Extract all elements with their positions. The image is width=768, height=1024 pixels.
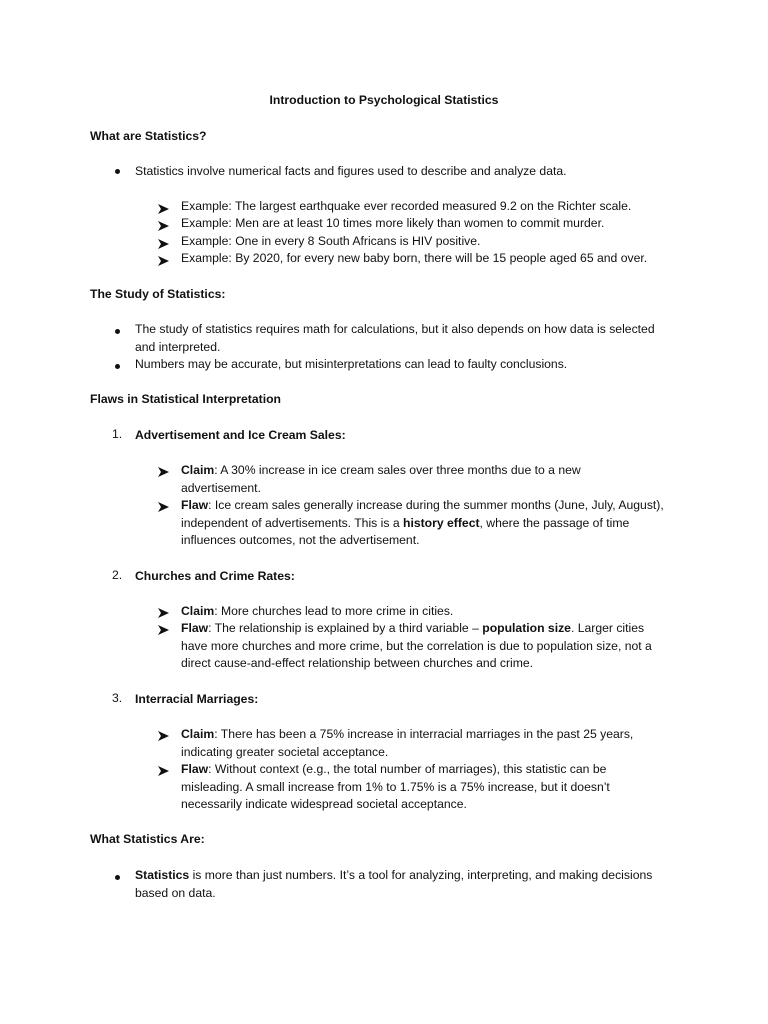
claim-text — [181, 462, 681, 497]
statistics-are-text — [135, 867, 680, 902]
arrow-bullet-icon — [158, 255, 172, 269]
bullet-icon — [115, 360, 127, 374]
statistics-definition: Statistics involve numerical facts and figures used to describe and analyze data. — [135, 164, 567, 178]
flaw-text — [181, 620, 681, 673]
statistics-are-line: based on data. — [135, 885, 216, 900]
list-number: 3. — [112, 691, 123, 705]
arrow-bullet-icon — [158, 730, 172, 744]
claim-label: Claim — [181, 604, 215, 618]
heading-what-are-statistics: What are Statistics? — [90, 129, 207, 143]
heading-study-of-statistics: The Study of Statistics: — [90, 287, 226, 301]
flaw-line: : Without context (e.g., the total number of marriages), this statistic can be — [208, 762, 607, 776]
arrow-bullet-icon — [158, 220, 172, 234]
heading-flaws: Flaws in Statistical Interpretation — [90, 392, 281, 406]
flaw-line: direct cause-and-effect relationship between churches and crime. — [181, 656, 534, 670]
claim-line: : A 30% increase in ice cream sales over three months due to a new — [214, 463, 581, 477]
statistics-are-line: is more than just numbers. It’s a tool for analyzing, interpreting, and making decisions — [189, 868, 653, 882]
flaw-label: Flaw — [181, 498, 209, 512]
example-item: Example: One in every 8 South Africans is HIV positive. — [181, 234, 481, 248]
example-item: Example: The largest earthquake ever recorded measured 9.2 on the Richter scale. — [181, 199, 632, 213]
claim-label: Claim — [181, 727, 215, 741]
study-bullet-text — [135, 321, 680, 356]
flaw-line: : Ice cream sales generally increase during the summer months (June, July, August), — [208, 498, 664, 512]
flaw-emphasis: population size — [482, 621, 571, 635]
arrow-bullet-icon — [158, 238, 172, 252]
claim-line: : There has been a 75% increase in interracial marriages in the past 25 years, — [214, 727, 634, 741]
claim-label: Claim — [181, 463, 215, 477]
example-item: Example: By 2020, for every new baby born, there will be 15 people aged 65 and over. — [181, 251, 648, 265]
statistics-emphasis: Statistics — [135, 868, 190, 882]
flaw-text — [181, 761, 681, 814]
bullet-icon — [115, 325, 127, 339]
document-title: Introduction to Psychological Statistics — [269, 93, 499, 107]
flaw-line: , where the passage of time — [479, 515, 630, 530]
item-title: Advertisement and Ice Cream Sales: — [135, 428, 346, 442]
arrow-bullet-icon — [158, 607, 172, 621]
study-bullet-line: and interpreted. — [135, 339, 221, 354]
arrow-bullet-icon — [158, 466, 172, 480]
claim-line: : More churches lead to more crime in cities. — [214, 604, 454, 618]
flaw-label: Flaw — [181, 621, 209, 635]
arrow-bullet-icon — [158, 765, 172, 779]
study-bullet-line: The study of statistics requires math for calculations, but it also depends on how data is selected — [135, 322, 655, 336]
claim-text — [181, 603, 681, 621]
claim-text — [181, 726, 681, 761]
flaw-line: influences outcomes, not the advertisement. — [181, 533, 420, 547]
flaw-line: necessarily indicate widespread societal acceptance. — [181, 797, 467, 811]
flaw-label: Flaw — [181, 762, 209, 776]
flaw-emphasis: history effect — [403, 515, 480, 530]
list-number: 1. — [112, 427, 123, 441]
flaw-line: have more churches and more crime, but the correlation is due to population size, not a — [181, 638, 652, 653]
flaw-line: misleading. A small increase from 1% to 1.75% is a 75% increase, but it doesn’t — [181, 779, 610, 794]
bullet-icon — [115, 871, 127, 885]
heading-what-statistics-are: What Statistics Are: — [90, 832, 205, 846]
item-title: Churches and Crime Rates: — [135, 569, 295, 583]
list-number: 2. — [112, 568, 123, 582]
flaw-line: independent of advertisements. This is a — [181, 515, 403, 530]
claim-line: indicating greater societal acceptance. — [181, 744, 389, 759]
arrow-bullet-icon — [158, 624, 172, 638]
bullet-icon — [115, 165, 127, 179]
arrow-bullet-icon — [158, 501, 172, 515]
arrow-bullet-icon — [158, 203, 172, 217]
example-item: Example: Men are at least 10 times more likely than women to commit murder. — [181, 216, 605, 230]
item-title: Interracial Marriages: — [135, 692, 259, 706]
flaw-text — [181, 497, 681, 550]
numbers-bullet-text: Numbers may be accurate, but misinterpretations can lead to faulty conclusions. — [135, 357, 568, 371]
flaw-line: . Larger cities — [570, 621, 645, 635]
flaw-line: : The relationship is explained by a third variable – — [208, 621, 483, 635]
claim-line: advertisement. — [181, 480, 261, 495]
